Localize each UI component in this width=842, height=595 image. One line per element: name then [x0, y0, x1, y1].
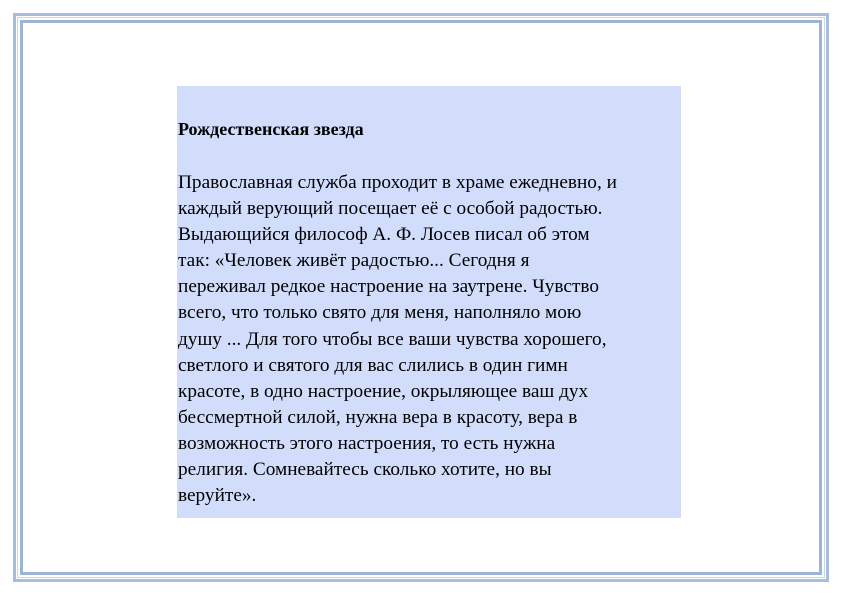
body-line: красоте, в одно настроение, окрыляющее ваш дух: [178, 380, 589, 402]
body-line: так: «Человек живёт радостью... Сегодня я: [178, 250, 530, 272]
body-line: всего, что только свято для меня, наполняло мою: [178, 302, 582, 324]
body-line: Выдающийся философ А. Ф. Лосев писал об этом: [178, 224, 590, 246]
body-line: светлого и святого для вас слились в один гимн: [178, 354, 568, 376]
body-line: переживал редкое настроение на заутрене. Чувство: [178, 276, 599, 298]
body-line: религия. Сомневайтесь сколько хотите, но вы: [178, 459, 552, 481]
text-box: [177, 86, 681, 518]
body-line: каждый верующий посещает её с особой радостью.: [178, 198, 603, 220]
slide-title: Рождественская звезда: [178, 119, 364, 139]
body-text: [178, 170, 683, 509]
body-line: веруйте».: [178, 485, 257, 507]
body-line: душу ... Для того чтобы все ваши чувства хорошего,: [178, 328, 607, 350]
body-line: бессмертной силой, нужна вера в красоту, вера в: [178, 406, 578, 428]
body-line: Православная служба проходит в храме ежедневно, и: [178, 172, 617, 193]
body-line: возможность этого настроения, то есть нужна: [178, 432, 556, 454]
